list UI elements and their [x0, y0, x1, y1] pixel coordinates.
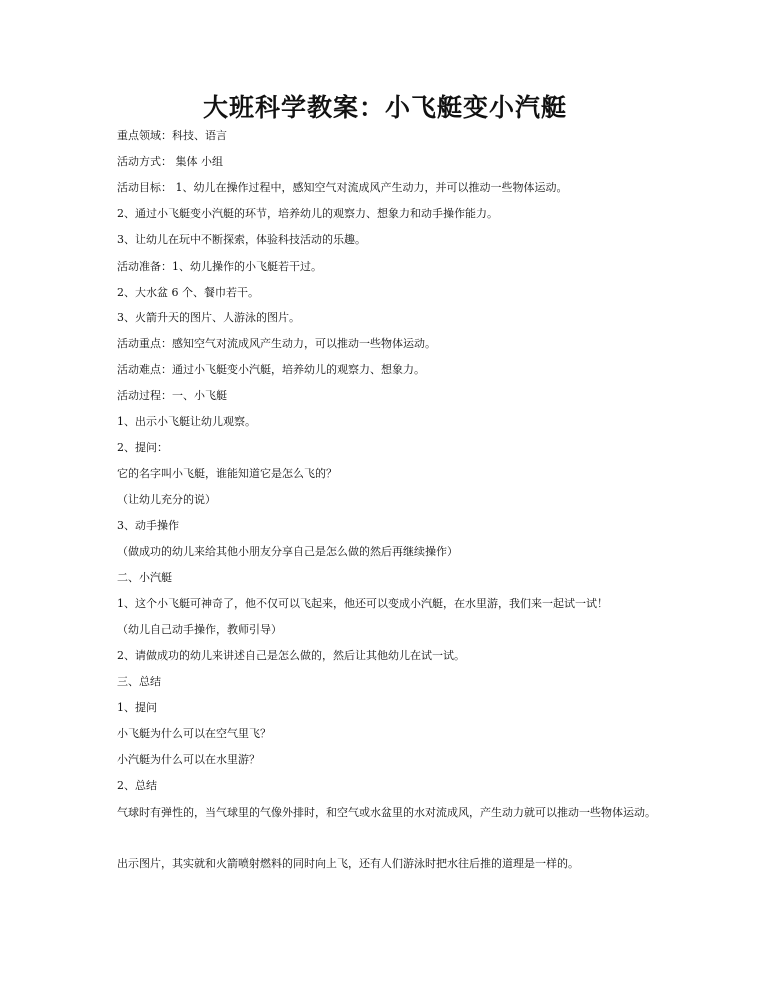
- text-line: 重点领域：科技、语言: [117, 129, 227, 142]
- text-line: 3、动手操作: [117, 519, 179, 532]
- text-line: 活动准备：1、幼儿操作的小飞艇若干过。: [117, 260, 322, 273]
- document-title: 大班科学教案：小飞艇变小汽艇: [202, 93, 567, 122]
- text-line: 3、火箭升天的图片、人游泳的图片。: [117, 311, 300, 324]
- text-line: （做成功的幼儿来给其他小朋友分享自己是怎么做的然后再继续操作）: [117, 545, 458, 558]
- text-paragraph: 气球时有弹性的，当气球里的气像外排时，和空气或水盆里的水对流成风，产生动力就可以推动一些物体运动。: [117, 806, 656, 819]
- text-line: （幼儿自己动手操作，教师引导）: [117, 623, 282, 636]
- text-line: 活动过程：一、小飞艇: [117, 389, 227, 402]
- text-line: 2、通过小飞艇变小汽艇的环节，培养幼儿的观察力、想象力和动手操作能力。: [117, 207, 498, 220]
- text-line: 活动重点：感知空气对流成风产生动力，可以推动一些物体运动。: [117, 337, 436, 350]
- text-line: 1、出示小飞艇让幼儿观察。: [117, 415, 256, 428]
- text-line: 1、这个小飞艇可神奇了，他不仅可以飞起来，他还可以变成小汽艇，在水里游，我们来一起试一试！: [117, 597, 608, 610]
- text-line: （让幼儿充分的说）: [117, 493, 216, 506]
- text-line: 2、请做成功的幼儿来讲述自己是怎么做的，然后让其他幼儿在试一试。: [117, 649, 465, 662]
- text-line: 它的名字叫小飞艇，谁能知道它是怎么飞的？: [117, 467, 337, 480]
- text-line: 小汽艇为什么可以在水里游？: [117, 753, 260, 766]
- text-line: 2、大水盆 6 个、餐巾若干。: [117, 286, 259, 299]
- text-line: 2、提问：: [117, 441, 168, 454]
- text-line: 活动方式： 集体 小组: [117, 155, 223, 168]
- text-line: 活动难点：通过小飞艇变小汽艇，培养幼儿的观察力、想象力。: [117, 363, 425, 376]
- text-line: 活动目标： 1、幼儿在操作过程中，感知空气对流成风产生动力，并可以推动一些物体运动。: [117, 181, 568, 194]
- text-line: 小飞艇为什么可以在空气里飞？: [117, 727, 271, 740]
- text-line: 出示图片，其实就和火箭喷射燃料的同时向上飞，还有人们游泳时把水往后推的道理是一样的。: [117, 857, 579, 870]
- text-line: 1、提问: [117, 701, 157, 714]
- text-line: 2、总结: [117, 779, 157, 792]
- text-line: 二、小汽艇: [117, 571, 172, 584]
- text-line: 3、让幼儿在玩中不断探索，体验科技活动的乐趣。: [117, 233, 366, 246]
- text-line: 三、总结: [117, 675, 161, 688]
